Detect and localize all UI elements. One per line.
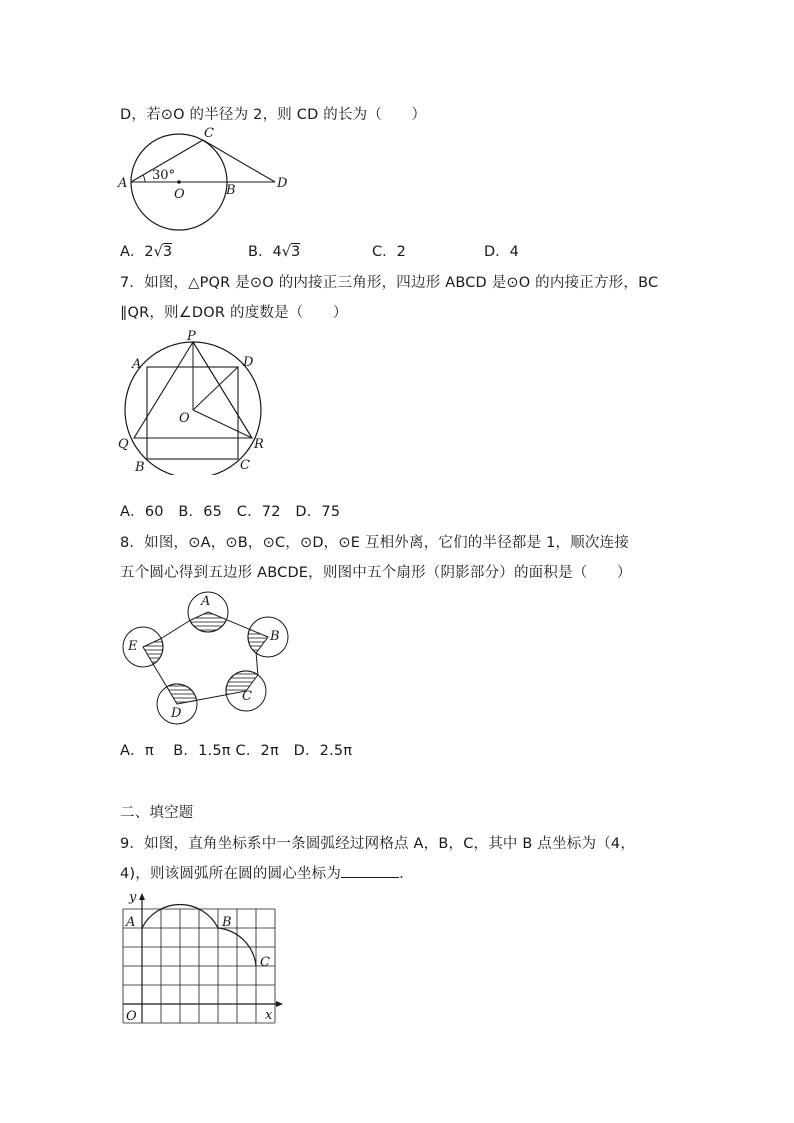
q6-label-c: C <box>204 126 214 141</box>
q9-x-arrow <box>276 1001 283 1007</box>
q7-label-a: A <box>132 357 142 372</box>
q6-label-angle: 30° <box>152 168 176 183</box>
q9-y-arrow <box>139 893 145 900</box>
q6-label-a: A <box>118 176 128 191</box>
q6-line-cd <box>203 140 275 182</box>
q8-sector-d <box>167 684 197 704</box>
q7-label-d: D <box>243 355 254 370</box>
q8-edge-ab <box>227 620 250 630</box>
q6-option-a-letter: A． <box>120 244 145 260</box>
q6-option-b-radicand: 3 <box>290 244 301 260</box>
q8-sector-b <box>248 629 268 653</box>
q8-edge-bc <box>256 653 258 675</box>
q6-option-a-coef: 2 <box>144 244 154 260</box>
q6-option-c-letter: C． <box>372 244 397 260</box>
q7-label-b: B <box>135 460 145 475</box>
q8-label-b: B <box>270 629 280 644</box>
q8-sector-a <box>190 612 227 632</box>
q9-stem-line2 <box>120 862 404 883</box>
q9-label-x: x <box>265 1008 273 1023</box>
q7-label-o: O <box>179 411 190 426</box>
q9-stem-line2-suffix: . <box>399 866 404 882</box>
q9-stem-line2-prefix: 4)，则该圆弧所在圆的圆心坐标为 <box>120 866 342 882</box>
q6-option-a <box>120 240 172 261</box>
q6-label-o: O <box>174 187 185 202</box>
q6-option-d-letter: D． <box>484 244 510 260</box>
sqrt-icon: √ <box>281 244 291 260</box>
q7-stem-line1: 7．如图，△PQR 是⊙O 的内接正三角形，四边形 ABCD 是⊙O 的内接正方形，BC <box>120 275 659 291</box>
q7-label-c: C <box>240 458 250 473</box>
q6-angle-arc <box>143 175 145 182</box>
q8-label-d: D <box>171 706 182 721</box>
q9-answer-blank[interactable] <box>341 865 399 878</box>
q9-label-a: A <box>126 915 136 930</box>
q6-option-a-radicand: 3 <box>162 244 173 260</box>
section-title: 二、填空题 <box>120 805 194 821</box>
q6-option-c <box>372 240 406 261</box>
q8-edge-ea <box>161 621 190 639</box>
q9-label-o: O <box>126 1009 137 1024</box>
q9-stem-line1: 9．如图，直角坐标系中一条圆弧经过网格点 A，B，C，其中 B 点坐标为（4， <box>120 836 636 852</box>
q8-edge-cd <box>197 695 227 701</box>
q8-options: A．π B．1.5π C．2π D．2.5π <box>120 743 353 759</box>
q6-option-c-text: 2 <box>396 244 406 260</box>
q9-grid <box>123 909 275 1023</box>
q6-label-b: B <box>226 183 236 198</box>
sqrt-icon: √ <box>153 244 163 260</box>
q8-label-c: C <box>242 689 252 704</box>
q6-option-b-coef: 4 <box>272 244 282 260</box>
q8-stem-line1: 8．如图，⊙A，⊙B，⊙C，⊙D，⊙E 互相外离，它们的半径都是 1，顺次连接 <box>120 535 630 551</box>
q6-option-d <box>484 240 519 261</box>
q8-label-a: A <box>201 594 211 609</box>
q7-figure <box>114 330 274 475</box>
q7-label-p: P <box>187 330 196 344</box>
q6-figure <box>115 125 295 233</box>
q9-label-b: B <box>222 915 232 930</box>
q9-label-c: C <box>260 955 270 970</box>
q9-figure <box>114 888 284 1028</box>
q6-option-b <box>248 240 300 261</box>
q7-options: A．60 B．65 C．72 D．75 <box>120 504 341 520</box>
q7-stem-line2: ∥QR，则∠DOR 的度数是（ ） <box>120 305 348 321</box>
q6-center-dot <box>177 180 181 184</box>
q6-option-b-letter: B． <box>248 244 273 260</box>
q9-label-y: y <box>129 890 137 905</box>
q8-figure <box>115 588 295 728</box>
q8-label-e: E <box>128 639 138 654</box>
q8-stem-line2: 五个圆心得到五边形 ABCDE，则图中五个扇形（阴影部分）的面积是（ ） <box>120 565 632 581</box>
q8-sector-e <box>143 639 163 665</box>
q7-label-r: R <box>254 437 264 452</box>
q6-label-d: D <box>277 176 288 191</box>
q6-stem: D，若⊙O 的半径为 2，则 CD 的长为（ ） <box>120 107 427 123</box>
q6-option-d-text: 4 <box>509 244 519 260</box>
q8-edge-de <box>153 664 167 687</box>
q7-label-q: Q <box>118 437 129 452</box>
